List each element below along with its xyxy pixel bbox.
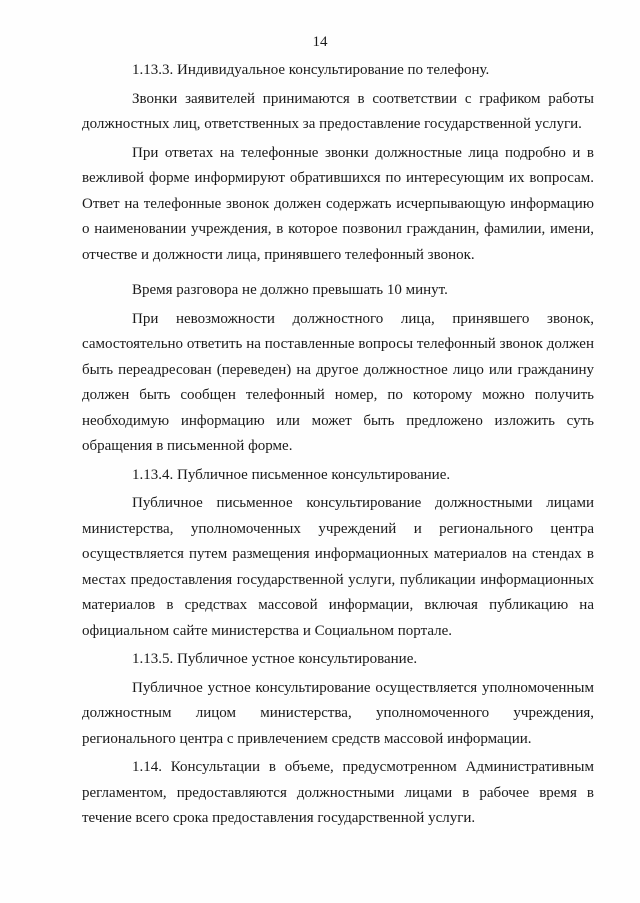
paragraph-call-redirect: При невозможности должностного лица, принявшего звонок, самостоятельно ответить на поставленные вопросы телефонный звонок должен быть переадресован (переведен) на другое должностное лицо или гражданину должен быть сообщен телефонный номер, по которому можно получить необходимую информацию или может быть предложено изложить суть обращения в письменной форме. [82, 310, 594, 454]
paragraph-call-duration: Время разговора не должно превышать 10 минут. [132, 282, 448, 298]
paragraph-public-written: Публичное письменное консультирование должностными лицами министерства, уполномоченных учреждений и регионального центра осуществляется путем размещения информационных материалов на стендах в местах предоставления государственной услуги, публикации информационных материалов в средствах массовой информации, включая публикацию на официальном сайте министерства и Социальном портале. [82, 495, 594, 639]
paragraph-call-answers: При ответах на телефонные звонки должностные лица подробно и в вежливой форме информируют обратившихся по интересующим их вопросам. Ответ на телефонные звонок должен содержать исчерпывающую информацию о наименовании учреждения, в которое позвонил гражданин, фамилии, имени, отчестве и должности лица, принявшего телефонный звонок. [82, 144, 594, 263]
document-body [82, 58, 594, 832]
paragraph-call-schedule: Звонки заявителей принимаются в соответствии с графиком работы должностных лиц, ответственных за предоставление государственной услуги. [82, 90, 594, 132]
section-heading-1-13-5: 1.13.5. Публичное устное консультирование. [132, 651, 418, 667]
page-number: 14 [312, 34, 328, 50]
section-heading-1-13-4: 1.13.4. Публичное письменное консультирование. [132, 466, 451, 483]
section-heading-1-13-3: 1.13.3. Индивидуальное консультирование по телефону. [132, 62, 490, 78]
paragraph-consultations-1-14: 1.14. Консультации в объеме, предусмотренном Административным регламентом, предоставляются должностными лицами в рабочее время в течение всего срока предоставления государственной услуги. [82, 759, 594, 826]
paragraph-public-oral: Публичное устное консультирование осуществляется уполномоченным должностным лицом министерства, уполномоченного учреждения, регионального центра с привлечением средств массовой информации. [82, 679, 594, 747]
